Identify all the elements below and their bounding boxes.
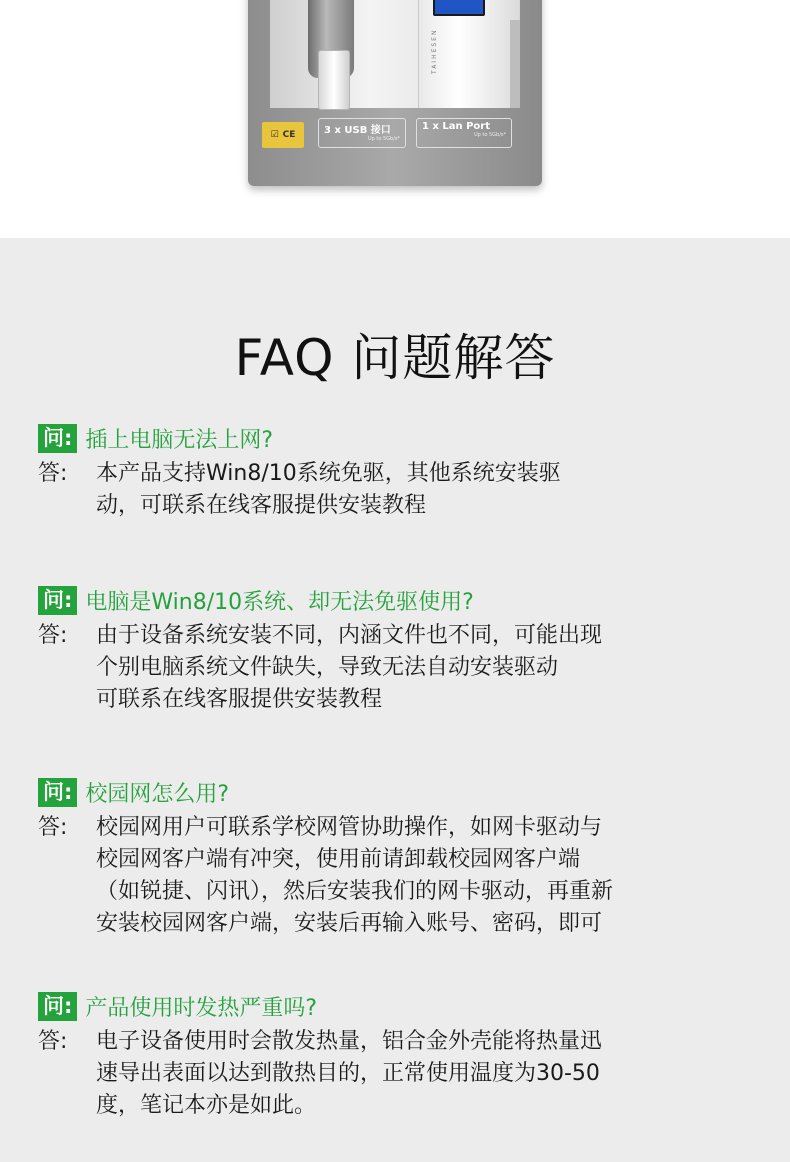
check-icon: ☑	[270, 130, 279, 140]
question-row	[38, 582, 768, 618]
product-box	[248, 0, 542, 186]
question-tag: 问:	[38, 992, 77, 1021]
answer-tag: 答:	[38, 461, 68, 486]
answer-line: 校园网客户端有冲突，使用前请卸载校园网客户端	[96, 847, 581, 872]
answer-text	[96, 458, 561, 522]
answer-row	[38, 812, 768, 940]
faq-item	[38, 988, 768, 1122]
answer-line: 电子设备使用时会散发热量，铝合金外壳能将热量迅	[96, 1029, 603, 1054]
answer-text	[96, 620, 602, 716]
answer-row	[38, 620, 768, 716]
answer-tag: 答:	[38, 815, 68, 840]
question-text: 插上电脑无法上网?	[85, 427, 274, 453]
question-tag: 问:	[38, 424, 77, 453]
box-label-strip	[262, 118, 532, 158]
hub-brand-label: TAIHESEN	[431, 28, 438, 74]
answer-line: 可联系在线客服提供安装教程	[96, 687, 383, 712]
answer-line: （如锐捷、闪讯），然后安装我们的网卡驱动，再重新	[96, 879, 614, 904]
usb-port-icon	[433, 0, 485, 16]
faq-item	[38, 420, 768, 522]
certification-badge	[262, 122, 304, 148]
faq-item	[38, 582, 768, 716]
faq-title: FAQ 问题解答	[234, 329, 556, 387]
answer-line: 度，笔记本亦是如此。	[96, 1093, 317, 1118]
spec-lan-label: 1 x Lan Port	[422, 121, 491, 132]
question-tag: 问:	[38, 778, 77, 807]
question-tag: 问:	[38, 586, 77, 615]
question-row	[38, 774, 768, 810]
ce-mark: CE	[282, 130, 296, 140]
answer-line: 安装校园网客户端，安装后再输入账号、密码，即可	[96, 911, 603, 936]
product-box-window	[270, 0, 520, 108]
product-photo	[0, 0, 790, 238]
answer-line: 个别电脑系统文件缺失，导致无法自动安装驱动	[96, 655, 559, 680]
spec-lan-sub: Up to 5Gb/s*	[473, 132, 506, 138]
question-text: 校园网怎么用?	[85, 781, 230, 807]
question-text: 产品使用时发热严重吗?	[85, 995, 318, 1021]
spec-usb-sub: Up to 5Gb/s*	[367, 136, 400, 142]
answer-line: 本产品支持Win8/10系统免驱，其他系统安装驱	[96, 461, 561, 486]
question-row	[38, 988, 768, 1024]
answer-tag: 答:	[38, 623, 68, 648]
answer-line: 校园网用户可联系学校网管协助操作，如网卡驱动与	[96, 815, 603, 840]
answer-text	[96, 1026, 602, 1122]
faq-item	[38, 774, 768, 940]
answer-line: 动，可联系在线客服提供安装教程	[96, 493, 427, 518]
answer-line: 由于设备系统安装不同，内涵文件也不同，可能出现	[96, 623, 603, 648]
answer-line: 速导出表面以达到散热目的，正常使用温度为30-50	[96, 1061, 600, 1086]
answer-row	[38, 458, 768, 522]
usb-hub	[418, 0, 519, 108]
answer-text	[96, 812, 613, 940]
spec-lan-badge	[416, 118, 512, 148]
question-text: 电脑是Win8/10系统、却无法免驱使用?	[85, 589, 474, 615]
answer-tag: 答:	[38, 1029, 68, 1054]
hub-side	[510, 20, 520, 108]
spec-usb-badge	[318, 118, 406, 148]
spec-usb-label: 3 x USB 接口	[324, 125, 391, 136]
usb-plug	[318, 50, 350, 110]
answer-row	[38, 1026, 768, 1122]
question-row	[38, 420, 768, 456]
